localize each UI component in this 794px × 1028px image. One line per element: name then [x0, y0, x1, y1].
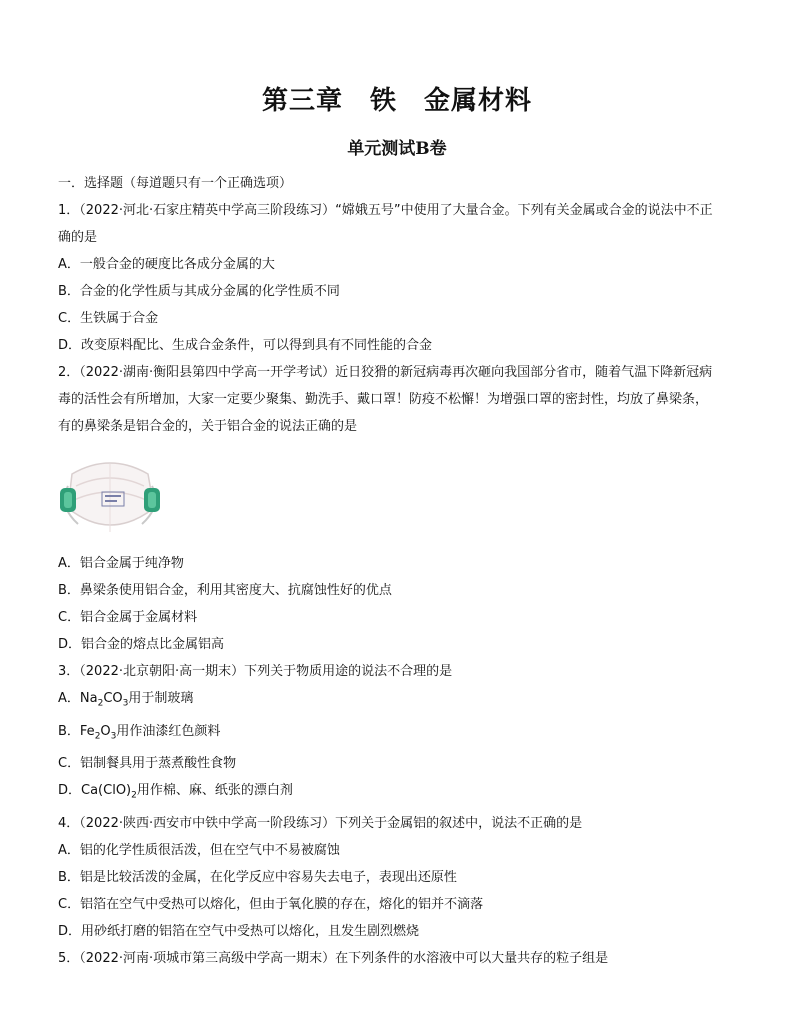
q5-stem: 5．（2022·河南·项城市第三高级中学高一期末）在下列条件的水溶液中可以大量共存的粒子组是: [58, 950, 609, 966]
q4-option-d: D．用砂纸打磨的铝箔在空气中受热可以熔化，且发生剧烈燃烧: [58, 923, 420, 939]
question-content: [58, 170, 748, 972]
q3-option-d: [58, 777, 748, 810]
q1-option-c: C．生铁属于合金: [58, 311, 159, 326]
q3-a-sub2: 3: [122, 698, 129, 709]
chapter-title: 第三章 铁 金属材料: [261, 86, 532, 116]
q4-option-b: B．铝是比较活泼的金属，在化学反应中容易失去电子，表现出还原性: [58, 869, 457, 885]
q3-a-pre: A．Na: [58, 691, 98, 706]
q3-b-mid: O: [100, 723, 111, 739]
q2-stem-line1: 2．（2022·湖南·衡阳县第四中学高一开学考试）近日狡猾的新冠病毒再次砸向我国部分省市，随着气温下降新冠病: [58, 365, 713, 380]
q4-option-c: C．铝箔在空气中受热可以熔化，但由于氧化膜的存在，熔化的铝并不滴落: [58, 896, 484, 912]
q2-stem-line2: 毒的活性会有所增加，大家一定要少聚集、勤洗手、戴口罩！防疫不松懈！为增强口罩的密封性，均放了鼻梁条，: [58, 392, 709, 407]
q1-stem-line1: 1．（2022·河北·石家庄精英中学高三阶段练习）“嫦娥五号”中使用了大量合金。下列有关金属或合金的说法中不正: [58, 203, 713, 218]
q3-a-mid: CO: [103, 691, 123, 706]
section-heading: 一．选择题（每道题只有一个正确选项）: [58, 176, 293, 191]
q1-option-a: A．一般合金的硬度比各成分金属的大: [58, 257, 275, 272]
test-subtitle: 单元测试B卷: [347, 139, 447, 159]
q3-option-a: [58, 685, 748, 718]
q3-b-pre: B．Fe: [58, 723, 95, 739]
q3-a-sub1: 2: [97, 698, 104, 709]
q3-b-sub2: 3: [110, 731, 117, 742]
q1-option-d: D．改变原料配比、生成合金条件，可以得到具有不同性能的合金: [58, 338, 433, 353]
q2-option-b: B．鼻梁条使用铝合金，利用其密度大、抗腐蚀性好的优点: [58, 583, 392, 598]
q3-d-pre: D．Ca(ClO): [58, 783, 132, 799]
q3-option-b: [58, 718, 748, 751]
q2-option-c: C．铝合金属于金属材料: [58, 610, 198, 625]
q3-d-sub: 2: [131, 790, 137, 801]
q3-d-post: 用作棉、麻、纸张的漂白剂: [136, 783, 293, 799]
q3-option-c: C．铝制餐具用于蒸煮酸性食物: [58, 756, 237, 772]
q3-b-sub1: 2: [94, 731, 101, 742]
q1-option-b: B．合金的化学性质与其成分金属的化学性质不同: [58, 284, 340, 299]
q4-stem: 4．（2022·陕西·西安市中铁中学高一阶段练习）下列关于金属铝的叙述中，说法不正确的是: [58, 815, 583, 831]
q3-stem: 3．（2022·北京朝阳·高一期末）下列关于物质用途的说法不合理的是: [58, 664, 453, 679]
q3-b-post: 用作油漆红色颜料: [116, 723, 221, 739]
q3-a-post: 用于制玻璃: [128, 691, 194, 706]
mask-image: [58, 440, 748, 550]
q2-option-a: A．铝合金属于纯净物: [58, 556, 184, 571]
face-mask-icon: [58, 446, 162, 546]
q1-stem-line2: 确的是: [58, 230, 98, 245]
q2-stem-line3: 有的鼻梁条是铝合金的，关于铝合金的说法正确的是: [58, 419, 358, 434]
q2-option-d: D．铝合金的熔点比金属铝高: [58, 637, 225, 652]
q4-option-a: A．铝的化学性质很活泼，但在空气中不易被腐蚀: [58, 842, 340, 858]
